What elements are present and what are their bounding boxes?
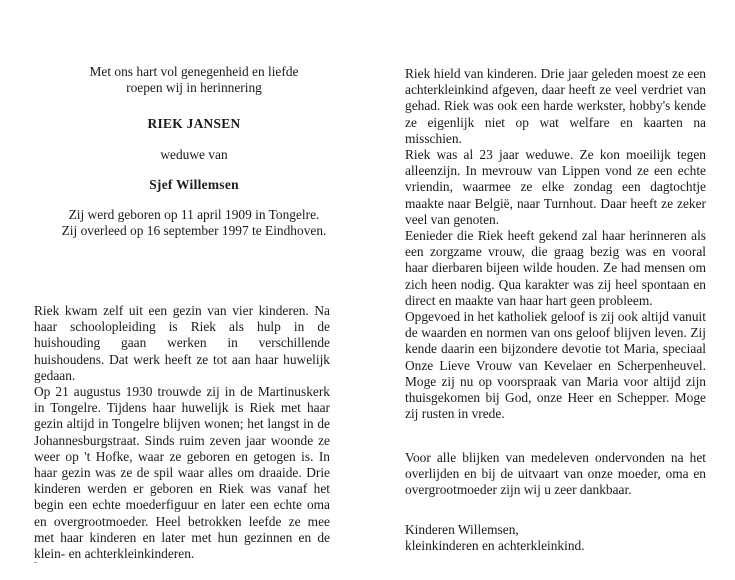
left-header [34, 64, 354, 239]
thanks-text: Voor alle blijken van medeleven ondervonden na het overlijden en bij de uitvaart van onze moeder, oma en overgrootmoeder zijn wij u zeer dankbaar. [405, 450, 706, 498]
signature-line-1: Kinderen Willemsen, [405, 522, 519, 537]
body-paragraph: Op 21 augustus 1930 trouwde zij in de Martinuskerk in Tongelre. Tijdens haar huwelijk is Riek met haar gezin altijd in Tongelre blijven wonen; het langst in de Johannesburgstraat. Sinds ruim zeven jaar woonde ze weer op 't Hofke, waar ze geboren en getogen is. In haar gezin was ze de spil waar alles om draaide. Drie kinderen werden er geboren en Riek was vanaf het begin een echte moederfiguur en later een echte oma en overgrootmoeder. Heel betrokken leefde ze mee met haar kinderen en later met hun gezinnen en de klein- en achterkleinkinderen. [34, 384, 330, 562]
body-paragraph: Riek hield van kinderen. Drie jaar geleden moest ze een achterkleinkind afgeven, daar heeft ze veel verdriet van gehad. Riek was ook een harde werkster, hobby's kende ze eigenlijk niet op wat welfare en kaarten na misschien. [405, 66, 706, 146]
intro-line-1: Met ons hart vol genegenheid en liefde [89, 64, 299, 79]
left-body [34, 303, 330, 562]
body-paragraph: Riek was al 23 jaar weduwe. Ze kon moeilijk tegen alleenzijn. In mevrouw van Lippen vond ze een echte vriendin, waarmee ze elke zondag een dagtochtje maakte naar België, naar Turnhout. Daar heeft ze zeker veel van genoten. [405, 147, 706, 227]
widow-of-line: weduwe van [160, 146, 228, 162]
thanks-block [405, 450, 706, 499]
intro-line-2: roepen wij in herinnering [126, 80, 262, 96]
body-paragraph: Opgevoed in het katholiek geloof is zij ook altijd vanuit de waarden en normen van ons geloof blijven leven. Zij kende daarin een bijzondere devotie tot Maria, speciaal Onze Lieve Vrouw van Kevelaer en Scherpenheuvel. Moge zij nu op voorspraak van Maria voor altijd zijn thuisgekomen bij God, onze Heer en Schepper. Moge zij rusten in vrede. [405, 309, 706, 422]
signature-block [405, 522, 706, 554]
signature-line-2: kleinkinderen en achterkleinkind. [405, 538, 585, 554]
print-mark [34, 562, 37, 563]
deceased-name: RIEK JANSEN [147, 116, 241, 132]
body-paragraph: Eenieder die Riek heeft gekend zal haar herinneren als een zorgzame vrouw, die graag bezig was en vooral haar dierbaren bijeen wilde houden. Ze had mensen om zich heen nodig. Qua karakter was zij heel spontaan en direct en maakte van haar hart geen probleem. [405, 228, 706, 308]
death-line: Zij overleed op 16 september 1997 te Eindhoven. [61, 223, 327, 239]
birth-line: Zij werd geboren op 11 april 1909 in Tongelre. [68, 207, 320, 223]
right-body [405, 66, 706, 422]
body-paragraph: Riek kwam zelf uit een gezin van vier kinderen. Na haar schoolopleiding is Riek als hulp in de huishouding gaan werken in verschillende huishoudens. Dat werk heeft ze tot aan haar huwelijk gedaan. [34, 303, 330, 383]
husband-name: Sjef Willemsen [149, 176, 239, 192]
